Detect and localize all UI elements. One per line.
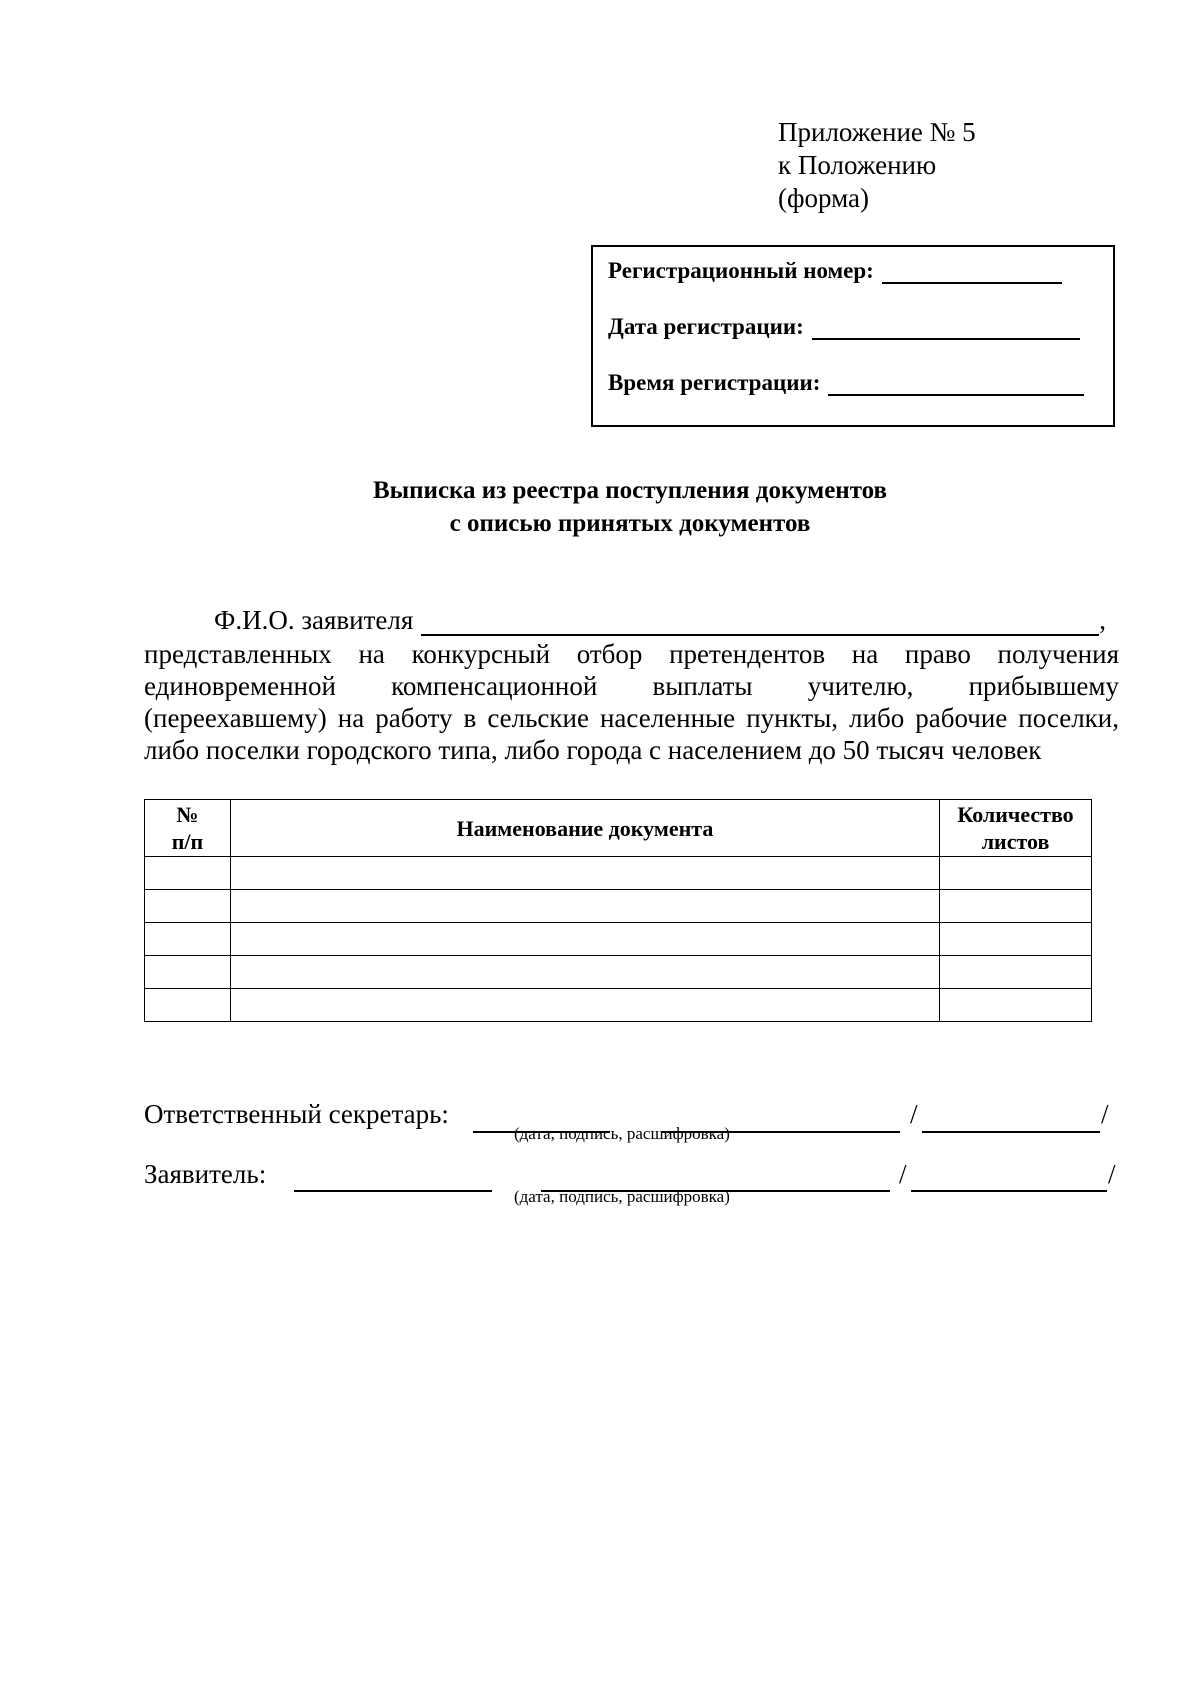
column-header-number (145, 800, 231, 857)
registration-time-field[interactable] (828, 370, 1084, 396)
description-line-3: (переехавшему) на работу в сельские населенные пункты, либо рабочие поселки, (144, 703, 1119, 733)
registration-date-field[interactable] (812, 314, 1080, 340)
table-row (145, 857, 1092, 890)
documents-table (144, 799, 1092, 1022)
column-header-sheet-count-line-2: листов (981, 829, 1050, 854)
applicant-date-field[interactable] (294, 1190, 492, 1192)
applicant-description (144, 638, 1119, 766)
table-row (145, 890, 1092, 923)
secretary-label: Ответственный секретарь: (144, 1099, 449, 1129)
applicant-fio-row (214, 605, 1106, 636)
document-title-line-2: с описью принятых документов (449, 510, 811, 537)
registration-date-label: Дата регистрации: (608, 314, 804, 339)
registration-number-row (608, 258, 1062, 284)
column-header-document-name: Наименование документа (230, 800, 939, 857)
table-cell-document-name[interactable] (230, 989, 939, 1022)
applicant-fio-comma: , (1099, 605, 1107, 635)
applicant-slash-open: / (899, 1159, 907, 1189)
appendix-reference: к Положению (778, 150, 937, 180)
table-cell-document-name[interactable] (230, 890, 939, 923)
table-cell-number[interactable] (145, 923, 231, 956)
registration-number-field[interactable] (882, 258, 1062, 284)
table-cell-number[interactable] (145, 857, 231, 890)
table-cell-document-name[interactable] (230, 956, 939, 989)
table-cell-sheet-count[interactable] (940, 923, 1092, 956)
appendix-form-note: (форма) (778, 183, 869, 213)
registration-time-row (608, 370, 1084, 396)
table-cell-number[interactable] (145, 956, 231, 989)
table-cell-document-name[interactable] (230, 857, 939, 890)
applicant-fio-label: Ф.И.О. заявителя (214, 605, 414, 635)
table-cell-sheet-count[interactable] (940, 956, 1092, 989)
table-cell-number[interactable] (145, 890, 231, 923)
description-line-4: либо поселки городского типа, либо города с населением до 50 тысяч человек (144, 735, 1042, 765)
table-row (145, 989, 1092, 1022)
table-row (145, 923, 1092, 956)
description-line-1: представленных на конкурсный отбор претендентов на право получения (144, 639, 1119, 669)
table-cell-sheet-count[interactable] (940, 989, 1092, 1022)
appendix-header (778, 116, 976, 215)
column-header-sheet-count-line-1: Количество (957, 802, 1074, 827)
applicant-signature-caption: (дата, подпись, расшифровка) (514, 1187, 730, 1206)
column-header-number-line-2: п/п (171, 829, 204, 854)
column-header-number-line-1: № (176, 802, 199, 827)
registration-box (591, 245, 1115, 427)
table-cell-document-name[interactable] (230, 923, 939, 956)
applicant-signature-label: Заявитель: (144, 1159, 267, 1189)
registration-time-label: Время регистрации: (608, 370, 821, 395)
secretary-slash-open: / (910, 1099, 918, 1129)
table-row (145, 956, 1092, 989)
table-cell-sheet-count[interactable] (940, 890, 1092, 923)
registration-number-label: Регистрационный номер: (608, 258, 874, 283)
appendix-number: Приложение № 5 (778, 117, 976, 147)
registration-date-row (608, 314, 1080, 340)
applicant-name-field[interactable] (911, 1190, 1107, 1192)
document-title (0, 474, 1200, 540)
secretary-signature-caption: (дата, подпись, расшифровка) (514, 1124, 730, 1143)
table-cell-sheet-count[interactable] (940, 857, 1092, 890)
table-header-row (145, 800, 1092, 857)
applicant-slash-close: / (1108, 1159, 1116, 1189)
applicant-fio-field[interactable] (421, 606, 1099, 636)
description-line-2: единовременной компенсационной выплаты учителю, прибывшему (144, 671, 1119, 701)
secretary-slash-close: / (1101, 1099, 1109, 1129)
secretary-name-field[interactable] (922, 1131, 1100, 1133)
table-cell-number[interactable] (145, 989, 231, 1022)
column-header-sheet-count (940, 800, 1092, 857)
document-title-line-1: Выписка из реестра поступления документов (372, 477, 888, 504)
